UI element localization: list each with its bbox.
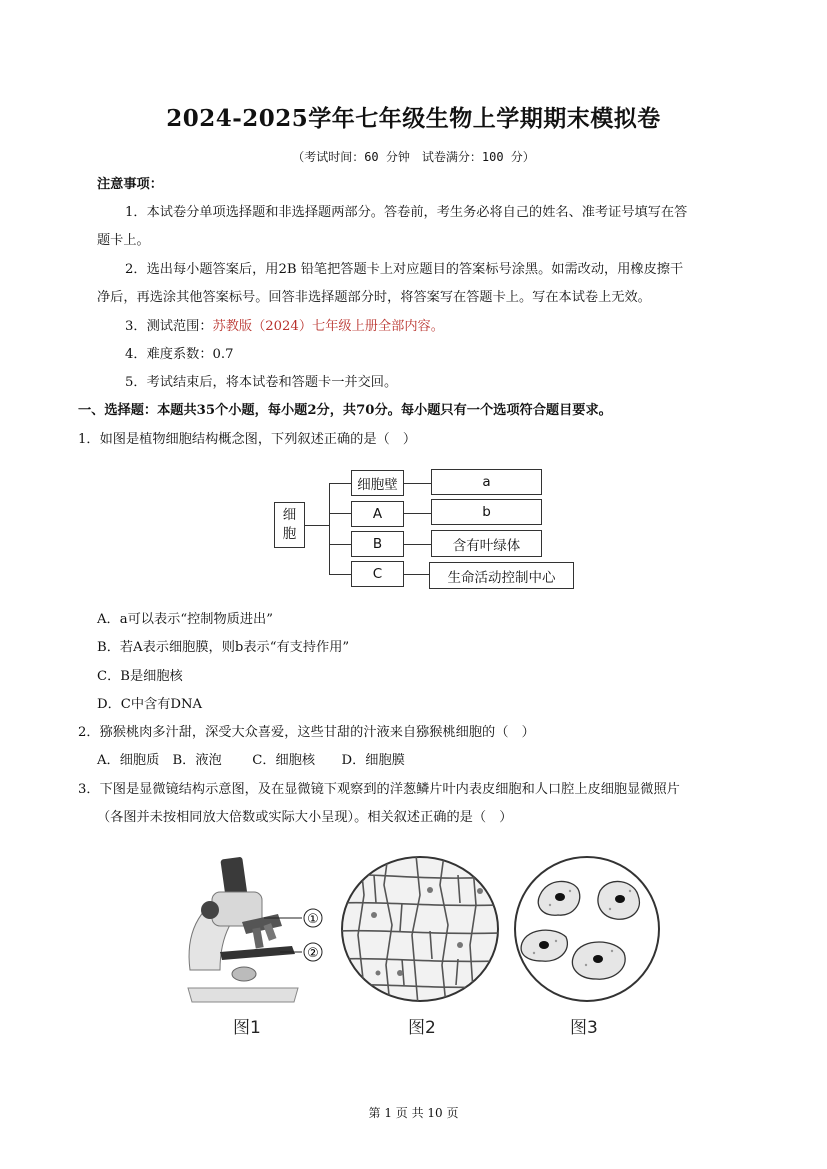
note-1-line-2: 题卡上。: [97, 233, 150, 248]
node-c: C: [351, 561, 404, 587]
exam-info: （考试时间：60 分钟 试卷满分：100 分）: [292, 150, 535, 164]
connector: [329, 544, 351, 545]
desc-a: a: [431, 469, 542, 495]
note-2-line-2: 净后，再选涂其他答案标号。回答非选择题部分时，将答案写在答题卡上。写在本试卷上无效。: [97, 290, 651, 305]
page-number: 第 1 页 共 10 页: [368, 1106, 459, 1120]
mirror: [232, 967, 256, 981]
note-3-prefix: 3．测试范围：: [125, 319, 213, 334]
q1-option-d: D．C中含有DNA: [97, 697, 203, 712]
note-2-line-1: 2．选出每小题答案后，用2B 铅笔把答题卡上对应题目的答案标号涂黑。如需改动，用橡皮擦干: [125, 262, 684, 277]
microscope-figure: [180, 852, 340, 1007]
view-field: [515, 857, 659, 1001]
note-3-scope: 苏教版（2024）七年级上册全部内容。: [212, 319, 444, 334]
connector: [404, 574, 429, 575]
connector: [329, 574, 351, 575]
node-b: B: [351, 531, 404, 557]
cell-root-char-2: 胞: [282, 526, 297, 542]
desc-b: b: [431, 499, 542, 525]
node-a: A: [351, 501, 404, 527]
cell-root-char-1: 细: [282, 507, 297, 523]
q1-option-c: C．B是细胞核: [97, 669, 183, 684]
figure-2-label: 图2: [408, 1018, 436, 1038]
connector: [329, 483, 330, 574]
section-1-heading: 一、选择题：本题共35个小题，每小题2分，共70分。每小题只有一个选项符合题目要求。: [78, 403, 612, 418]
focus-knob: [201, 901, 219, 919]
note-1-line-1: 1．本试卷分单项选择题和非选择题两部分。答卷前，考生务必将自己的姓名、准考证号填写在答: [125, 205, 688, 220]
q2-stem: 2．猕猴桃肉多汁甜，深受大众喜爱，这些甘甜的汁液来自猕猴桃细胞的（ ）: [78, 725, 535, 740]
cell-root-box: [274, 502, 305, 548]
note-4: 4．难度系数：0.7: [125, 347, 234, 362]
notes-heading: 注意事项：: [97, 177, 163, 192]
onion-cells-figure: [340, 855, 502, 1005]
q1-option-b: B．若A表示细胞膜，则b表示“有支持作用”: [97, 640, 350, 655]
desc-chloroplast: 含有叶绿体: [431, 530, 542, 557]
figure-1-label: 图1: [233, 1018, 261, 1038]
callout-2: ②: [307, 946, 319, 961]
objective-lens: [252, 927, 263, 948]
cheek-cells-figure: [512, 855, 662, 1005]
page-title: 2024-2025学年七年级生物上学期期末模拟卷: [166, 105, 661, 132]
note-3: [125, 318, 444, 336]
q3-stem-line-2: （各图并未按相同放大倍数或实际大小呈现）。相关叙述正确的是（ ）: [97, 810, 513, 825]
q2-options: A．细胞质 B．液泡 C．细胞核 D．细胞膜: [97, 753, 405, 768]
note-5: 5．考试结束后，将本试卷和答题卡一并交回。: [125, 375, 398, 390]
callout-1: ①: [307, 912, 319, 927]
desc-control-center: 生命活动控制中心: [429, 562, 574, 589]
connector: [305, 525, 329, 526]
microscope-base: [188, 988, 298, 1002]
q3-stem-line-1: 3．下图是显微镜结构示意图，及在显微镜下观察到的洋葱鳞片叶内表皮细胞和人口腔上皮细胞显微照片: [78, 782, 680, 797]
q1-stem: 1．如图是植物细胞结构概念图，下列叙述正确的是（ ）: [78, 432, 417, 447]
connector: [404, 544, 431, 545]
connector: [329, 483, 351, 484]
connector: [329, 513, 351, 514]
q1-option-a: A．a可以表示“控制物质进出”: [97, 612, 273, 627]
connector: [404, 483, 431, 484]
node-cell-wall: 细胞壁: [351, 470, 404, 496]
figure-3-label: 图3: [570, 1018, 598, 1038]
connector: [404, 513, 431, 514]
